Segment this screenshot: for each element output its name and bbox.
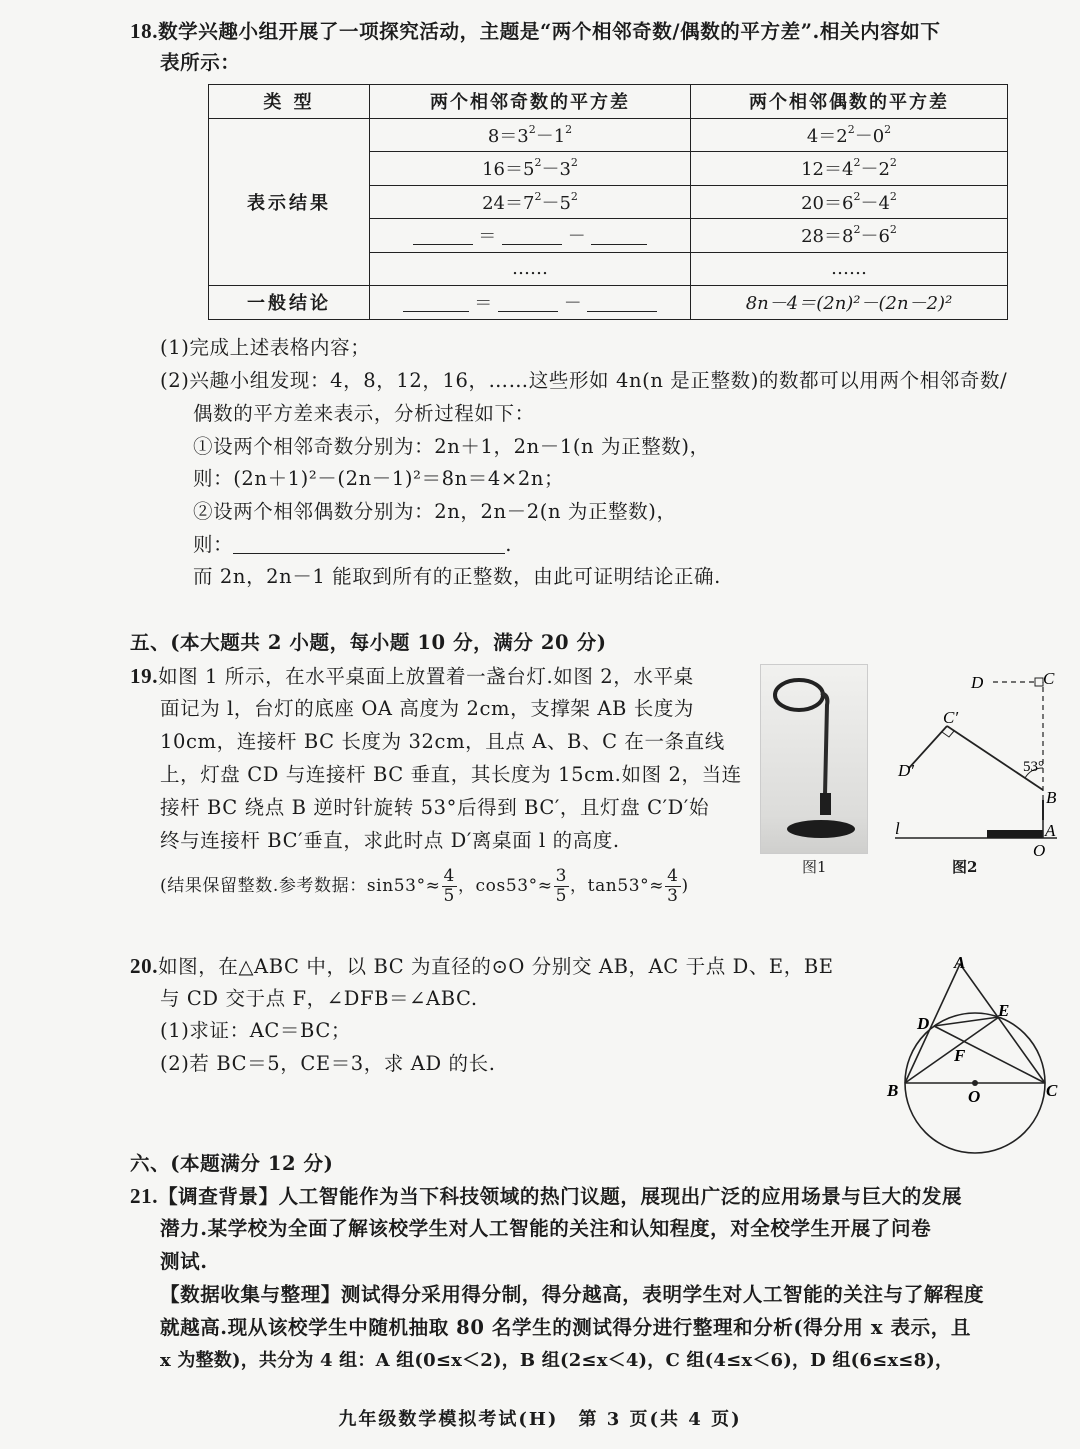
table-cell-even-3: $20=6^2-4^2$ <box>691 185 1008 219</box>
label-B: B <box>887 1081 899 1100</box>
q18-number: 18. <box>130 19 159 43</box>
q18-part2-line3: ①设两个相邻奇数分别为：2n＋1，2n－1(n 为正整数)， <box>193 435 710 458</box>
q18-part2-line1: (2)兴趣小组发现：4，8，12，16，……这些形如 4n(n 是正整数)的数都可以用两个相邻奇数/ <box>160 369 1008 392</box>
q19-line5: 接杆 BC 绕点 B 逆时针旋转 53°后得到 BC′，且灯盘 C′D′始 <box>160 796 710 819</box>
q19-line4: 上，灯盘 CD 与连接杆 BC 垂直，其长度为 15cm.如图 2，当连 <box>160 763 742 786</box>
label-A: A <box>954 953 966 972</box>
q19-line6: 终与连接杆 BC′垂直，求此时点 D′离桌面 l 的高度. <box>160 829 620 852</box>
q21-line1: 21.【调查背景】人工智能作为当下科技领域的热门议题，展现出广泛的应用场景与巨大的发展 <box>130 1184 963 1208</box>
section-5-heading: 五、(本大题共 2 小题，每小题 10 分，满分 20 分) <box>130 631 607 654</box>
q18-intro-line2: 表所示： <box>160 51 241 74</box>
table-cell-even-ellipsis: …… <box>691 252 1008 286</box>
q21-line3: 测试. <box>160 1250 208 1273</box>
q18-part2-line7: 而 2n，2n－1 能取到所有的正整数，由此可证明结论正确. <box>193 565 721 588</box>
q21-line4: 【数据收集与整理】测试得分采用得分制，得分越高，表明学生对人工智能的关注与了解程度 <box>160 1283 985 1306</box>
frac-cos: $\frac{3}{5}$ <box>555 866 568 906</box>
q19-reference-data: (结果保留整数.参考数据：sin53°≈ $\frac{4}{5}$ ，cos53°≈ $\frac{3}{5}$ ，tan53°≈ $\frac{4}{3}$ ) <box>160 866 689 906</box>
table-row-label-results: 表示结果 <box>209 118 370 286</box>
lamp-photo <box>760 664 868 854</box>
label-B: B <box>1046 788 1057 807</box>
frac-tan: $\frac{4}{3}$ <box>667 866 679 906</box>
label-D: D <box>971 673 984 692</box>
label-C: C <box>1046 1081 1058 1100</box>
label-C-prime: C′ <box>943 708 959 727</box>
table-cell-odd-3: $24=7^2-5^2$ <box>370 185 691 219</box>
table-cell-odd-general-blank[interactable]: ＝ － <box>370 286 691 320</box>
table-row-label-general: 一般结论 <box>209 286 370 320</box>
q19-line3: 10cm，连接杆 BC 长度为 32cm，且点 A、B、C 在一条直线 <box>160 730 725 753</box>
page-footer: 九年级数学模拟考试(H) 第 3 页(共 4 页) <box>338 1409 742 1430</box>
table-header-odd: 两个相邻奇数的平方差 <box>370 85 691 119</box>
table-header-type: 类 型 <box>209 85 370 119</box>
label-O: O <box>968 1087 981 1106</box>
table-cell-odd-1: $8=3^2-1^2$ <box>370 118 691 152</box>
label-F: F <box>954 1046 966 1065</box>
q19-line2: 面记为 l，台灯的底座 OA 高度为 2cm，支撑架 AB 长度为 <box>160 697 695 720</box>
label-D: D <box>917 1014 930 1033</box>
q21-line5: 就越高.现从该校学生中随机抽取 80 名学生的测试得分进行整理和分析(得分用 x 表示，且 <box>160 1316 971 1339</box>
label-C: C <box>1043 669 1055 688</box>
q20-part1: (1)求证：AC＝BC； <box>160 1019 351 1042</box>
q18-intro-line1: 18.数学兴趣小组开展了一项探究活动，主题是“两个相邻奇数/偶数的平方差”.相关内容如下 <box>130 19 941 43</box>
table-header-even: 两个相邻偶数的平方差 <box>691 85 1008 119</box>
q18-answer-blank[interactable] <box>233 535 505 554</box>
q21-line2: 潜力.某学校为全面了解该校学生对人工智能的关注和认知程度，对全校学生开展了问卷 <box>160 1217 932 1240</box>
label-A: A <box>1045 821 1056 840</box>
table-cell-even-general: 8n－4＝(2n)²－(2n－2)² <box>691 286 1008 320</box>
figure1-caption: 图1 <box>802 858 827 876</box>
section-6-heading: 六、(本题满分 12 分) <box>130 1152 334 1175</box>
label-D-prime: D′ <box>898 761 914 780</box>
lamp-icon <box>761 665 867 853</box>
table-cell-even-2: $12=4^2-2^2$ <box>691 152 1008 186</box>
label-l: l <box>895 819 900 838</box>
q20-line1: 20.如图，在△ABC 中，以 BC 为直径的⊙O 分别交 AB，AC 于点 D、E，BE <box>130 954 834 978</box>
table-cell-even-4: $28=8^2-6^2$ <box>691 219 1008 253</box>
q18-part2-line5: ②设两个相邻偶数分别为：2n，2n－2(n 为正整数)， <box>193 500 677 523</box>
table-cell-even-1: $4=2^2-0^2$ <box>691 118 1008 152</box>
table-cell-odd-ellipsis: …… <box>370 252 691 286</box>
label-E: E <box>998 1001 1010 1020</box>
figure2-caption: 图2 <box>952 858 978 876</box>
q18-part1: (1)完成上述表格内容； <box>160 336 371 359</box>
label-angle-53: 53° <box>1023 759 1044 775</box>
q20-line2: 与 CD 交于点 F，∠DFB＝∠ABC. <box>160 987 478 1010</box>
figure2-diagram <box>885 660 1065 875</box>
q18-table <box>208 84 1008 320</box>
q18-part2-line2: 偶数的平方差来表示，分析过程如下： <box>193 402 535 425</box>
q20-circle-diagram <box>880 950 1070 1155</box>
label-O: O <box>1033 841 1046 860</box>
q21-line6: x 为整数)，共分为 4 组：A 组(0≤x＜2)，B 组(2≤x＜4)，C 组(4≤x＜6)，D 组(6≤x≤8)， <box>160 1350 954 1371</box>
q18-part2-line4: 则：(2n＋1)²－(2n－1)²＝8n＝4×2n； <box>193 467 565 490</box>
q18-part2-line6: 则： . <box>193 533 513 556</box>
table-cell-odd-blank[interactable]: ＝ － <box>370 219 691 253</box>
table-cell-odd-2: $16=5^2-3^2$ <box>370 152 691 186</box>
q20-part2: (2)若 BC＝5，CE＝3，求 AD 的长. <box>160 1052 496 1075</box>
frac-sin: $\frac{4}{5}$ <box>443 866 455 906</box>
q19-line1: 19.如图 1 所示，在水平桌面上放置着一盏台灯.如图 2，水平桌 <box>130 664 694 688</box>
